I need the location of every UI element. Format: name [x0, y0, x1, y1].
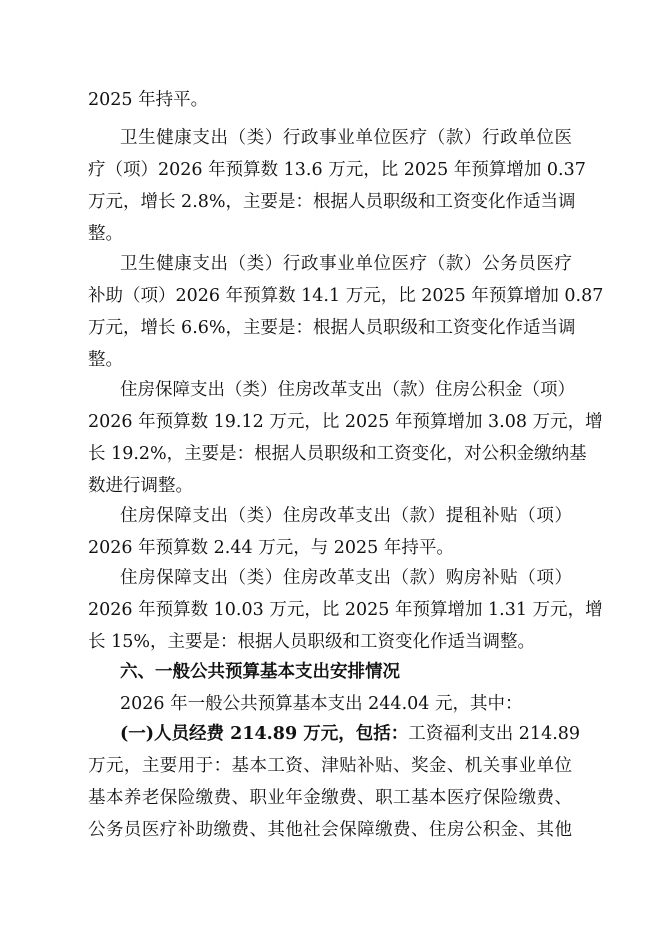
- paragraph-line: 长 15%，主要是：根据人员职级和工资变化作适当调整。: [88, 632, 535, 652]
- paragraph-line: 2026 年预算数 2.44 万元，与 2025 年持平。: [88, 538, 454, 558]
- paragraph-line: 长 19.2%，主要是：根据人员职级和工资变化，对公积金缴纳基: [88, 444, 587, 464]
- paragraph-line: 公务员医疗补助缴费、其他社会保障缴费、住房公积金、其他: [88, 820, 572, 840]
- paragraph-line: 2026 年预算数 19.12 万元，比 2025 年预算增加 3.08 万元，增: [88, 412, 603, 432]
- paragraph-line-continued: 工资福利支出 214.89: [408, 724, 581, 744]
- paragraph-line: 数进行调整。: [88, 476, 193, 496]
- paragraph-line: 卫生健康支出（类）行政事业单位医疗（款）行政单位医: [120, 128, 572, 148]
- paragraph-line: 卫生健康支出（类）行政事业单位医疗（款）公务员医疗: [120, 254, 572, 274]
- subsection-heading: (一)人员经费 214.89 万元，包括：: [120, 724, 409, 744]
- paragraph-line: 2026 年一般公共预算基本支出 244.04 元，其中：: [120, 694, 523, 714]
- paragraph-line: 万元，增长 2.8%，主要是：根据人员职级和工资变化作适当调: [88, 192, 576, 212]
- paragraph-line: 基本养老保险缴费、职业年金缴费、职工基本医疗保险缴费、: [88, 788, 572, 808]
- paragraph-line-wrapper: [120, 722, 581, 746]
- paragraph-line: 疗（项）2026 年预算数 13.6 万元，比 2025 年预算增加 0.37: [88, 160, 586, 180]
- paragraph-line: 万元，增长 6.6%，主要是：根据人员职级和工资变化作适当调: [88, 318, 576, 338]
- paragraph-line: 2026 年预算数 10.03 万元，比 2025 年预算增加 1.31 万元，增: [88, 600, 603, 620]
- paragraph-line: 整。: [88, 350, 123, 370]
- paragraph-line: 住房保障支出（类）住房改革支出（款）提租补贴（项）: [120, 506, 572, 526]
- paragraph-line: 万元，主要用于：基本工资、津贴补贴、奖金、机关事业单位: [88, 756, 572, 776]
- paragraph-line: 2025 年持平。: [88, 90, 209, 110]
- paragraph-line: 整。: [88, 224, 123, 244]
- paragraph-line: 住房保障支出（类）住房改革支出（款）购房补贴（项）: [120, 568, 572, 588]
- paragraph-line: 住房保障支出（类）住房改革支出（款）住房公积金（项）: [120, 380, 575, 400]
- paragraph-line: 补助（项）2026 年预算数 14.1 万元，比 2025 年预算增加 0.87: [88, 286, 604, 306]
- section-heading: 六、一般公共预算基本支出安排情况: [120, 662, 400, 682]
